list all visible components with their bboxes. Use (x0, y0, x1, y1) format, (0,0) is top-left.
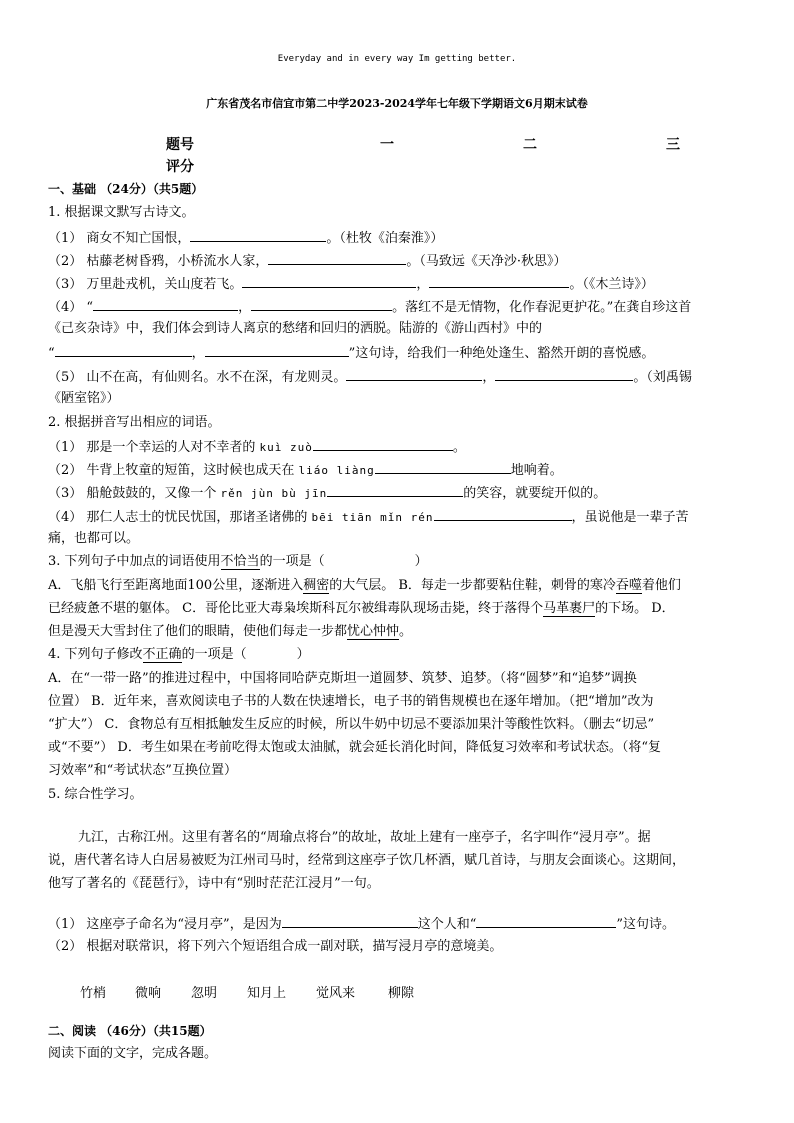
q4-stem-close: ） (296, 647, 310, 662)
q5-sub-1 (48, 914, 675, 934)
couplet-phrase: 柳隙 (388, 986, 415, 1001)
answer-blank[interactable] (282, 914, 418, 928)
q1-item-2 (48, 251, 567, 271)
q5-passage-line-2: 说，唐代著名诗人白居易被贬为江州司马时，经常到这座亭子饮几杯酒，赋几首诗，与朋友会面谈心。这期间， (48, 853, 686, 868)
score-cell-label: 题号 (166, 137, 194, 153)
q2-item-3-tail: 的笑容，就要绽开似的。 (463, 486, 607, 501)
q3-option-b-tail: 着他们 (641, 578, 681, 593)
couplet-phrase: 觉风来 (316, 986, 356, 1001)
motto: Everyday and in every way Im getting better. (277, 54, 517, 64)
score-row-label: 评分 (166, 159, 194, 175)
q4-stem (48, 646, 310, 664)
answer-blank[interactable] (268, 251, 406, 265)
q3-option-c: 已经疲惫不堪的躯体。 C．哥伦比亚大毒枭埃斯科瓦尔被缉毒队现场击毙，终于落得个 (48, 601, 544, 616)
q4-line-4: 或“不要”） D．考生如果在考前吃得太饱或太油腻，就会延长消化时间，降低复习效率和考试状态。（将“复 (48, 740, 661, 755)
q1-item-3-text: （3） 万里赴戎机，关山度若飞。 (48, 277, 243, 292)
q2-item-2-tail: 地响着。 (510, 463, 563, 478)
q2-item-3 (48, 483, 606, 503)
q5-sub-1-text: （1） 这座亭子命名为“浸月亭”，是因为 (48, 917, 282, 932)
q5-passage-line-3: 他写了著名的《琵琶行》，诗中有“别时茫茫江浸月”一句。 (48, 876, 380, 891)
score-table (166, 134, 726, 178)
q2-item-4-cont: 痛，也都可以。 (48, 531, 140, 546)
q2-item-4 (48, 507, 689, 527)
section2-intro: 阅读下面的文字，完成各题。 (48, 1046, 218, 1061)
q3-option-d-tail: 。 (399, 624, 413, 639)
q4-stem-tail: 的一项是（ (181, 647, 247, 662)
q2-item-4-tail: ，虽说他是一辈子苦 (571, 510, 689, 525)
answer-blank[interactable] (346, 367, 482, 381)
q1-item-3-source: 。（《木兰诗》） (569, 277, 654, 292)
q1-item-4-text: （4） “ (48, 300, 94, 315)
q4-stem-emphasis: 不正确 (142, 647, 182, 662)
q4-line-3: “扩大”） C．食物总有互相抵触发生反应的时候，所以牛奶中切忌不要添加果汁等酸性饮料。（删去“切忌” (48, 717, 655, 732)
couplet-phrase: 知月上 (247, 986, 287, 1001)
answer-blank[interactable] (476, 914, 616, 928)
q5-sub-1-tail: ”这句诗。 (616, 917, 676, 932)
q2-item-1 (48, 437, 466, 457)
q1-item-1 (48, 228, 443, 248)
dotted-word: 稠密 (303, 578, 330, 593)
couplet-phrase: 竹梢 (80, 986, 107, 1001)
dotted-word: 忧心忡忡 (347, 624, 400, 639)
answer-blank[interactable] (55, 343, 192, 357)
answer-blank[interactable] (434, 507, 572, 521)
q1-item-4-sep: ， (238, 300, 252, 315)
q1-item-3-sep: ， (416, 277, 430, 292)
q3-stem-text: 3. 下列句子中加点的词语使用 (48, 554, 221, 569)
answer-blank[interactable] (313, 437, 453, 451)
q2-item-1-tail: 。 (452, 440, 466, 455)
answer-blank[interactable] (327, 483, 463, 497)
q3-options-line-1 (48, 577, 681, 595)
q1-item-1-text: （1） 商女不知亡国恨， (48, 231, 191, 246)
pinyin: rěn jùn bù jīn (220, 487, 328, 500)
answer-blank[interactable] (190, 228, 326, 242)
q3-option-d-label: 的下场。 D． (595, 601, 675, 616)
q1-item-5-sep: ， (482, 370, 496, 385)
answer-blank[interactable] (429, 274, 569, 288)
section1-heading: 一、基础 （24分）（共5题） (48, 182, 204, 196)
q1-item-5 (48, 367, 692, 387)
q3-stem-emphasis: 不恰当 (220, 554, 260, 569)
q2-item-2-text: （2） 牛背上牧童的短笛，这时候也成天在 (48, 463, 299, 478)
q2-item-1-text: （1） 那是一个幸运的人对不幸者的 (48, 440, 260, 455)
couplet-phrase: 忽明 (191, 986, 218, 1001)
q4-line-1: A．在“一带一路”的推进过程中，中国将同哈萨克斯坦一道圆梦、筑梦、追梦。（将“圆梦”和“追梦”调换 (48, 671, 637, 686)
q1-item-5-source: 。（刘禹锡 (633, 370, 692, 385)
q4-line-5: 习效率”和“考试状态”互换位置） (48, 763, 237, 778)
q2-stem: 2. 根据拼音写出相应的词语。 (48, 415, 221, 430)
q1-item-3 (48, 274, 654, 294)
q5-passage-line-1: 九江，古称江州。这里有著名的“周瑜点将台”的故址，故址上建有一座亭子，名字叫作“浸月亭”。据 (78, 830, 651, 845)
answer-blank[interactable] (242, 274, 416, 288)
answer-blank[interactable] (375, 460, 511, 474)
q1-item-4-cont: 《己亥杂诗》中，我们体会到诗人离京的愁绪和回归的洒脱。陆游的《游山西村》中的 (48, 321, 543, 336)
score-cell-one: 一 (380, 137, 394, 153)
q1-item-2-source: 。（马致远《天净沙·秋思》） (406, 254, 567, 269)
q3-stem-close: ） (414, 554, 428, 569)
q1-item-4-cont2 (48, 343, 654, 363)
answer-blank[interactable] (93, 297, 238, 311)
answer-blank[interactable] (495, 367, 633, 381)
q3-options-line-2 (48, 600, 675, 618)
pinyin: bēi tiān mǐn rén (311, 511, 434, 524)
q1-item-5-cont: 《陋室铭》） (48, 391, 120, 406)
score-cell-three: 三 (666, 137, 680, 153)
q1-item-5-text: （5） 山不在高，有仙则名。水不在深，有龙则灵。 (48, 370, 347, 385)
dotted-word: 吞噬 (615, 578, 642, 593)
dotted-word: 马革裹尸 (543, 601, 596, 616)
q2-item-4-text: （4） 那仁人志士的忧民忧国，那诸圣诸佛的 (48, 510, 312, 525)
pinyin: kuì zuò (259, 441, 313, 454)
q3-option-d: 但是漫天大雪封住了他们的眼睛，使他们每走一步都 (48, 624, 348, 639)
q3-stem-tail: 的一项是（ (259, 554, 325, 569)
q5-stem: 5. 综合性学习。 (48, 787, 143, 802)
q4-line-2: 位置） B．近年来，喜欢阅读电子书的人数在快速增长，电子书的销售规模也在逐年增加。（把“增加”改为 (48, 694, 654, 709)
pinyin: liáo liàng (298, 464, 375, 477)
q3-options-line-3 (48, 623, 412, 641)
q3-stem (48, 553, 428, 571)
q5-sub-1-mid: 这个人和“ (417, 917, 477, 932)
q1-item-4-tail: 。落红不是无情物，化作春泥更护花。”在龚自珍这首 (392, 300, 692, 315)
score-cell-two: 二 (523, 137, 537, 153)
q2-item-2 (48, 460, 563, 480)
q1-item-2-text: （2） 枯藤老树昏鸦，小桥流水人家， (48, 254, 269, 269)
q2-item-3-text: （3） 船舱鼓鼓的，又像一个 (48, 486, 221, 501)
q1-item-4 (48, 297, 691, 317)
q1-item-1-source: 。（杜牧《泊秦淮》） (326, 231, 444, 246)
q5-sub-2: （2） 根据对联常识，将下列六个短语组合成一副对联，描写浸月亭的意境美。 (48, 939, 503, 954)
q1-item-4-quote: “ (48, 346, 55, 361)
exam-title: 广东省茂名市信宜市第二中学2023-2024学年七年级下学期语文6月期末试卷 (206, 97, 588, 110)
q1-stem: 1. 根据课文默写古诗文。 (48, 205, 195, 220)
q1-item-4-sep2: ， (191, 346, 205, 361)
couplet-phrase: 微响 (135, 986, 162, 1001)
q3-option-b: 的大气层。 B．每走一步都要粘住鞋，刺骨的寒冷 (329, 578, 616, 593)
score-table-score-row (166, 156, 726, 178)
q1-item-4-tail2: ”这句诗，给我们一种绝处逢生、豁然开朗的喜悦感。 (348, 346, 655, 361)
score-table-header-row (166, 134, 726, 156)
answer-blank[interactable] (251, 297, 392, 311)
section2-heading: 二、阅读 （46分）（共15题） (48, 1024, 212, 1038)
q4-stem-text: 4. 下列句子修改 (48, 647, 143, 662)
answer-blank[interactable] (205, 343, 349, 357)
q3-option-a: A．飞船飞行至距离地面100公里，逐渐进入 (48, 578, 304, 593)
